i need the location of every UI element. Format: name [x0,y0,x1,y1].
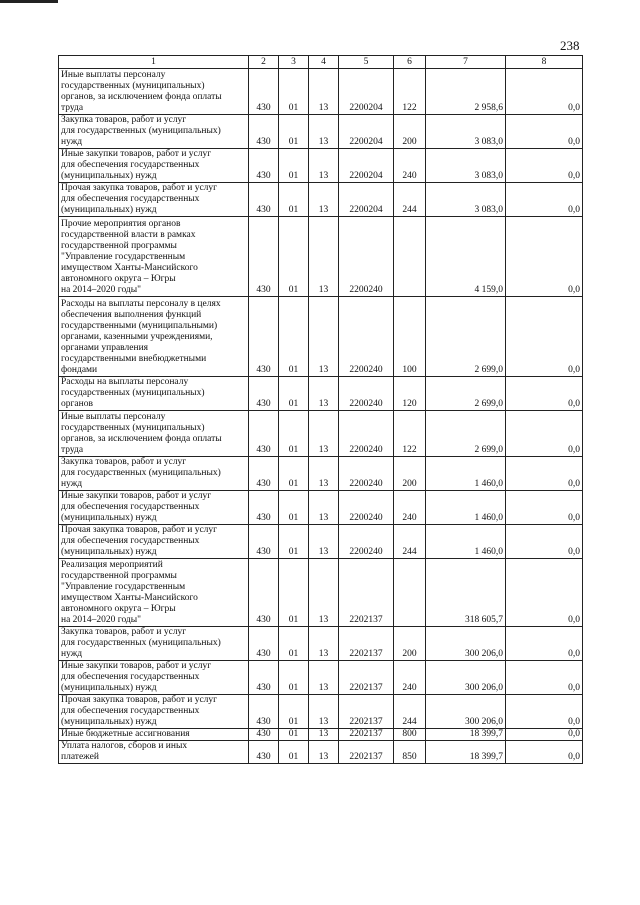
row-section: 01 [279,491,309,525]
row-target-article: 2200240 [339,377,394,411]
row-description: Иные выплаты персоналу государственных (муниципальных) органов, за исключением фонда оплаты труда [59,69,249,115]
row-amount-1: 2 699,0 [426,411,506,457]
row-amount-2: 0,0 [506,115,583,149]
table-row [59,217,583,297]
row-subsection: 13 [309,217,339,297]
row-section: 01 [279,729,309,741]
row-expense-type: 244 [394,525,426,559]
row-subsection: 13 [309,183,339,217]
row-subsection: 13 [309,297,339,377]
table-row [59,491,583,525]
row-target-article: 2202137 [339,559,394,627]
row-description: Расходы на выплаты персоналу государственных (муниципальных) органов [59,377,249,411]
row-subsection: 13 [309,457,339,491]
row-subsection: 13 [309,741,339,764]
table-row [59,695,583,729]
row-amount-1: 1 460,0 [426,457,506,491]
row-subsection: 13 [309,491,339,525]
column-header: 3 [279,56,309,69]
row-subsection: 13 [309,69,339,115]
row-subsection: 13 [309,525,339,559]
row-subsection: 13 [309,115,339,149]
row-expense-type: 122 [394,69,426,115]
row-description: Иные закупки товаров, работ и услуг для обеспечения государственных (муниципальных) нужд [59,149,249,183]
row-target-article: 2202137 [339,741,394,764]
row-subsection: 13 [309,661,339,695]
row-description: Иные закупки товаров, работ и услуг для обеспечения государственных (муниципальных) нужд [59,661,249,695]
row-subsection: 13 [309,559,339,627]
row-section: 01 [279,183,309,217]
row-expense-type: 240 [394,661,426,695]
header-row [59,56,583,69]
row-amount-2: 0,0 [506,183,583,217]
row-section: 01 [279,297,309,377]
row-expense-type: 850 [394,741,426,764]
column-header: 7 [426,56,506,69]
row-section: 01 [279,525,309,559]
row-expense-type [394,559,426,627]
row-section: 01 [279,457,309,491]
row-expense-type: 200 [394,115,426,149]
table-row [59,115,583,149]
row-amount-2: 0,0 [506,741,583,764]
row-admin-code: 430 [249,217,279,297]
row-target-article: 2200240 [339,525,394,559]
table-row [59,457,583,491]
row-amount-1: 2 958,6 [426,69,506,115]
row-expense-type: 120 [394,377,426,411]
row-subsection: 13 [309,695,339,729]
row-subsection: 13 [309,377,339,411]
row-section: 01 [279,661,309,695]
row-admin-code: 430 [249,115,279,149]
row-expense-type: 240 [394,149,426,183]
row-amount-2: 0,0 [506,491,583,525]
row-subsection: 13 [309,411,339,457]
row-amount-2: 0,0 [506,695,583,729]
row-description: Расходы на выплаты персоналу в целях обеспечения выполнения функций государственными (муниципальными) органами, казенными учреждениями, органами управления государственными внебюджетными фондами [59,297,249,377]
row-admin-code: 430 [249,297,279,377]
row-section: 01 [279,741,309,764]
row-expense-type: 240 [394,491,426,525]
column-header: 2 [249,56,279,69]
row-description: Закупка товаров, работ и услуг для государственных (муниципальных) нужд [59,457,249,491]
budget-table [58,55,583,764]
row-admin-code: 430 [249,149,279,183]
row-description: Закупка товаров, работ и услуг для государственных (муниципальных) нужд [59,627,249,661]
row-admin-code: 430 [249,183,279,217]
row-admin-code: 430 [249,377,279,411]
row-expense-type: 100 [394,297,426,377]
row-description: Закупка товаров, работ и услуг для государственных (муниципальных) нужд [59,115,249,149]
page-number: 238 [560,38,580,53]
row-amount-2: 0,0 [506,217,583,297]
row-amount-2: 0,0 [506,627,583,661]
row-target-article: 2200240 [339,411,394,457]
row-section: 01 [279,411,309,457]
row-description: Прочая закупка товаров, работ и услуг для обеспечения государственных (муниципальных) нужд [59,695,249,729]
row-admin-code: 430 [249,741,279,764]
row-expense-type: 200 [394,457,426,491]
row-description: Иные бюджетные ассигнования [59,729,249,741]
row-subsection: 13 [309,627,339,661]
row-amount-2: 0,0 [506,297,583,377]
row-expense-type: 200 [394,627,426,661]
row-section: 01 [279,69,309,115]
row-expense-type [394,217,426,297]
row-amount-1: 300 206,0 [426,695,506,729]
row-description: Иные закупки товаров, работ и услуг для обеспечения государственных (муниципальных) нужд [59,491,249,525]
row-target-article: 2200240 [339,217,394,297]
row-description: Прочая закупка товаров, работ и услуг для обеспечения государственных (муниципальных) нужд [59,525,249,559]
row-amount-2: 0,0 [506,729,583,741]
row-expense-type: 244 [394,183,426,217]
row-admin-code: 430 [249,559,279,627]
row-amount-1: 318 605,7 [426,559,506,627]
column-header: 8 [506,56,583,69]
table-row [59,559,583,627]
table-row [59,149,583,183]
row-expense-type: 122 [394,411,426,457]
row-admin-code: 430 [249,525,279,559]
row-amount-1: 300 206,0 [426,661,506,695]
row-amount-2: 0,0 [506,661,583,695]
table-row [59,411,583,457]
row-target-article: 2200240 [339,491,394,525]
column-header: 5 [339,56,394,69]
row-amount-1: 1 460,0 [426,491,506,525]
row-amount-2: 0,0 [506,377,583,411]
row-amount-1: 3 083,0 [426,149,506,183]
row-target-article: 2200204 [339,183,394,217]
row-expense-type: 800 [394,729,426,741]
table-row [59,525,583,559]
row-amount-1: 4 159,0 [426,217,506,297]
row-target-article: 2200240 [339,297,394,377]
row-amount-2: 0,0 [506,525,583,559]
row-amount-2: 0,0 [506,411,583,457]
row-section: 01 [279,217,309,297]
row-section: 01 [279,149,309,183]
table-row [59,183,583,217]
row-admin-code: 430 [249,661,279,695]
row-section: 01 [279,115,309,149]
row-amount-2: 0,0 [506,457,583,491]
row-amount-1: 1 460,0 [426,525,506,559]
row-target-article: 2200240 [339,457,394,491]
row-admin-code: 430 [249,69,279,115]
row-amount-2: 0,0 [506,559,583,627]
top-rule [0,0,58,3]
table-row [59,661,583,695]
row-amount-2: 0,0 [506,149,583,183]
table-row [59,627,583,661]
row-target-article: 2200204 [339,69,394,115]
row-target-article: 2202137 [339,661,394,695]
column-header: 4 [309,56,339,69]
row-target-article: 2202137 [339,627,394,661]
row-description: Иные выплаты персоналу государственных (муниципальных) органов, за исключением фонда оплаты труда [59,411,249,457]
row-admin-code: 430 [249,627,279,661]
column-header: 1 [59,56,249,69]
row-section: 01 [279,695,309,729]
row-admin-code: 430 [249,695,279,729]
row-expense-type: 244 [394,695,426,729]
row-admin-code: 430 [249,491,279,525]
row-target-article: 2202137 [339,695,394,729]
row-amount-2: 0,0 [506,69,583,115]
row-amount-1: 2 699,0 [426,297,506,377]
table-row [59,297,583,377]
row-amount-1: 300 206,0 [426,627,506,661]
row-section: 01 [279,627,309,661]
table-row [59,69,583,115]
row-amount-1: 18 399,7 [426,741,506,764]
row-admin-code: 430 [249,411,279,457]
row-admin-code: 430 [249,729,279,741]
row-target-article: 2200204 [339,115,394,149]
row-description: Уплата налогов, сборов и иных платежей [59,741,249,764]
row-description: Реализация мероприятий государственной программы "Управление государственным имуществом Ханты-Мансийского автономного округа – Югры на 2014–2020 годы" [59,559,249,627]
row-section: 01 [279,559,309,627]
row-amount-1: 18 399,7 [426,729,506,741]
row-target-article: 2202137 [339,729,394,741]
row-subsection: 13 [309,729,339,741]
row-amount-1: 3 083,0 [426,115,506,149]
row-amount-1: 2 699,0 [426,377,506,411]
row-description: Прочая закупка товаров, работ и услуг для обеспечения государственных (муниципальных) нужд [59,183,249,217]
row-subsection: 13 [309,149,339,183]
table-row [59,729,583,741]
row-description: Прочие мероприятия органов государственной власти в рамках государственной программы "Управление государственным имуществом Ханты-Мансийского автономного округа – Югры на 2014–2020 годы" [59,217,249,297]
table-row [59,741,583,764]
row-section: 01 [279,377,309,411]
table-row [59,377,583,411]
column-header: 6 [394,56,426,69]
row-amount-1: 3 083,0 [426,183,506,217]
row-admin-code: 430 [249,457,279,491]
row-target-article: 2200204 [339,149,394,183]
